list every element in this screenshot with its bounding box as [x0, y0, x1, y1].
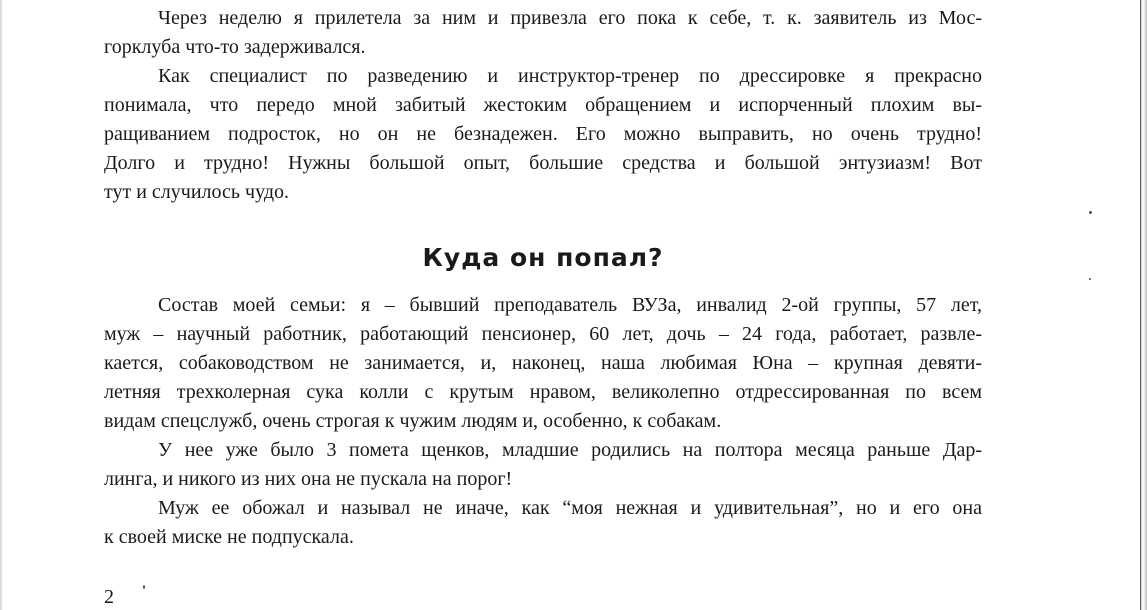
text-line: летняя трехколерная сука колли с крутым нравом, великолепно отдрессированная по всем [104, 381, 982, 403]
text-line: Долго и трудно! Нужны большой опыт, большие средства и большой энтузиазм! Вот [104, 152, 982, 174]
text-line: Через неделю я прилетела за ним и привезла его пока к себе, т. к. заявитель из Мос- [158, 7, 982, 29]
text-line: Как специалист по разведению и инструктор-тренер по дрессировке я прекрасно [158, 65, 982, 87]
text-line: Муж ее обожал и называл не иначе, как “моя нежная и удивительная”, но и его она [158, 497, 982, 519]
text-line: линга, и никого из них она не пускала на порог! [104, 468, 513, 490]
section-heading: Куда он попал? [422, 243, 664, 272]
scan-speck [1089, 211, 1092, 214]
paragraph [104, 436, 982, 494]
scan-edge-right [1140, 0, 1147, 610]
text-line: ращиванием подросток, но он не безнадежен. Его можно выправить, но очень трудно! [104, 123, 982, 145]
text-line: горклуба что-то задерживался. [104, 36, 366, 58]
scan-speck [143, 585, 145, 589]
paragraph [104, 62, 982, 207]
text-line: Состав моей семьи: я – бывший преподаватель ВУЗа, инвалид 2-ой группы, 57 лет, [158, 294, 982, 316]
paragraph [104, 4, 982, 62]
text-line: муж – научный работник, работающий пенсионер, 60 лет, дочь – 24 года, работает, развле- [104, 323, 982, 345]
text-line: видам спецслужб, очень строгая к чужим людям и, особенно, к собакам. [104, 410, 722, 432]
text-block-bottom [104, 291, 982, 552]
text-line: тут и случилось чудо. [104, 181, 289, 203]
paragraph [104, 494, 982, 552]
text-line: к своей миске не подпускала. [104, 526, 354, 548]
text-line: У нее уже было 3 помета щенков, младшие родились на полтора месяца раньше Дар- [158, 439, 982, 461]
paragraph [104, 291, 982, 436]
scan-speck [1089, 278, 1091, 280]
text-block-top [104, 4, 982, 207]
page-number: 2 [104, 586, 114, 608]
scan-edge-left [0, 0, 3, 610]
text-line: кается, собаководством не занимается, и, наконец, наша любимая Юна – крупная девяти- [104, 352, 982, 374]
text-line: понимала, что передо мной забитый жестоким обращением и испорченный плохим вы- [104, 94, 982, 116]
